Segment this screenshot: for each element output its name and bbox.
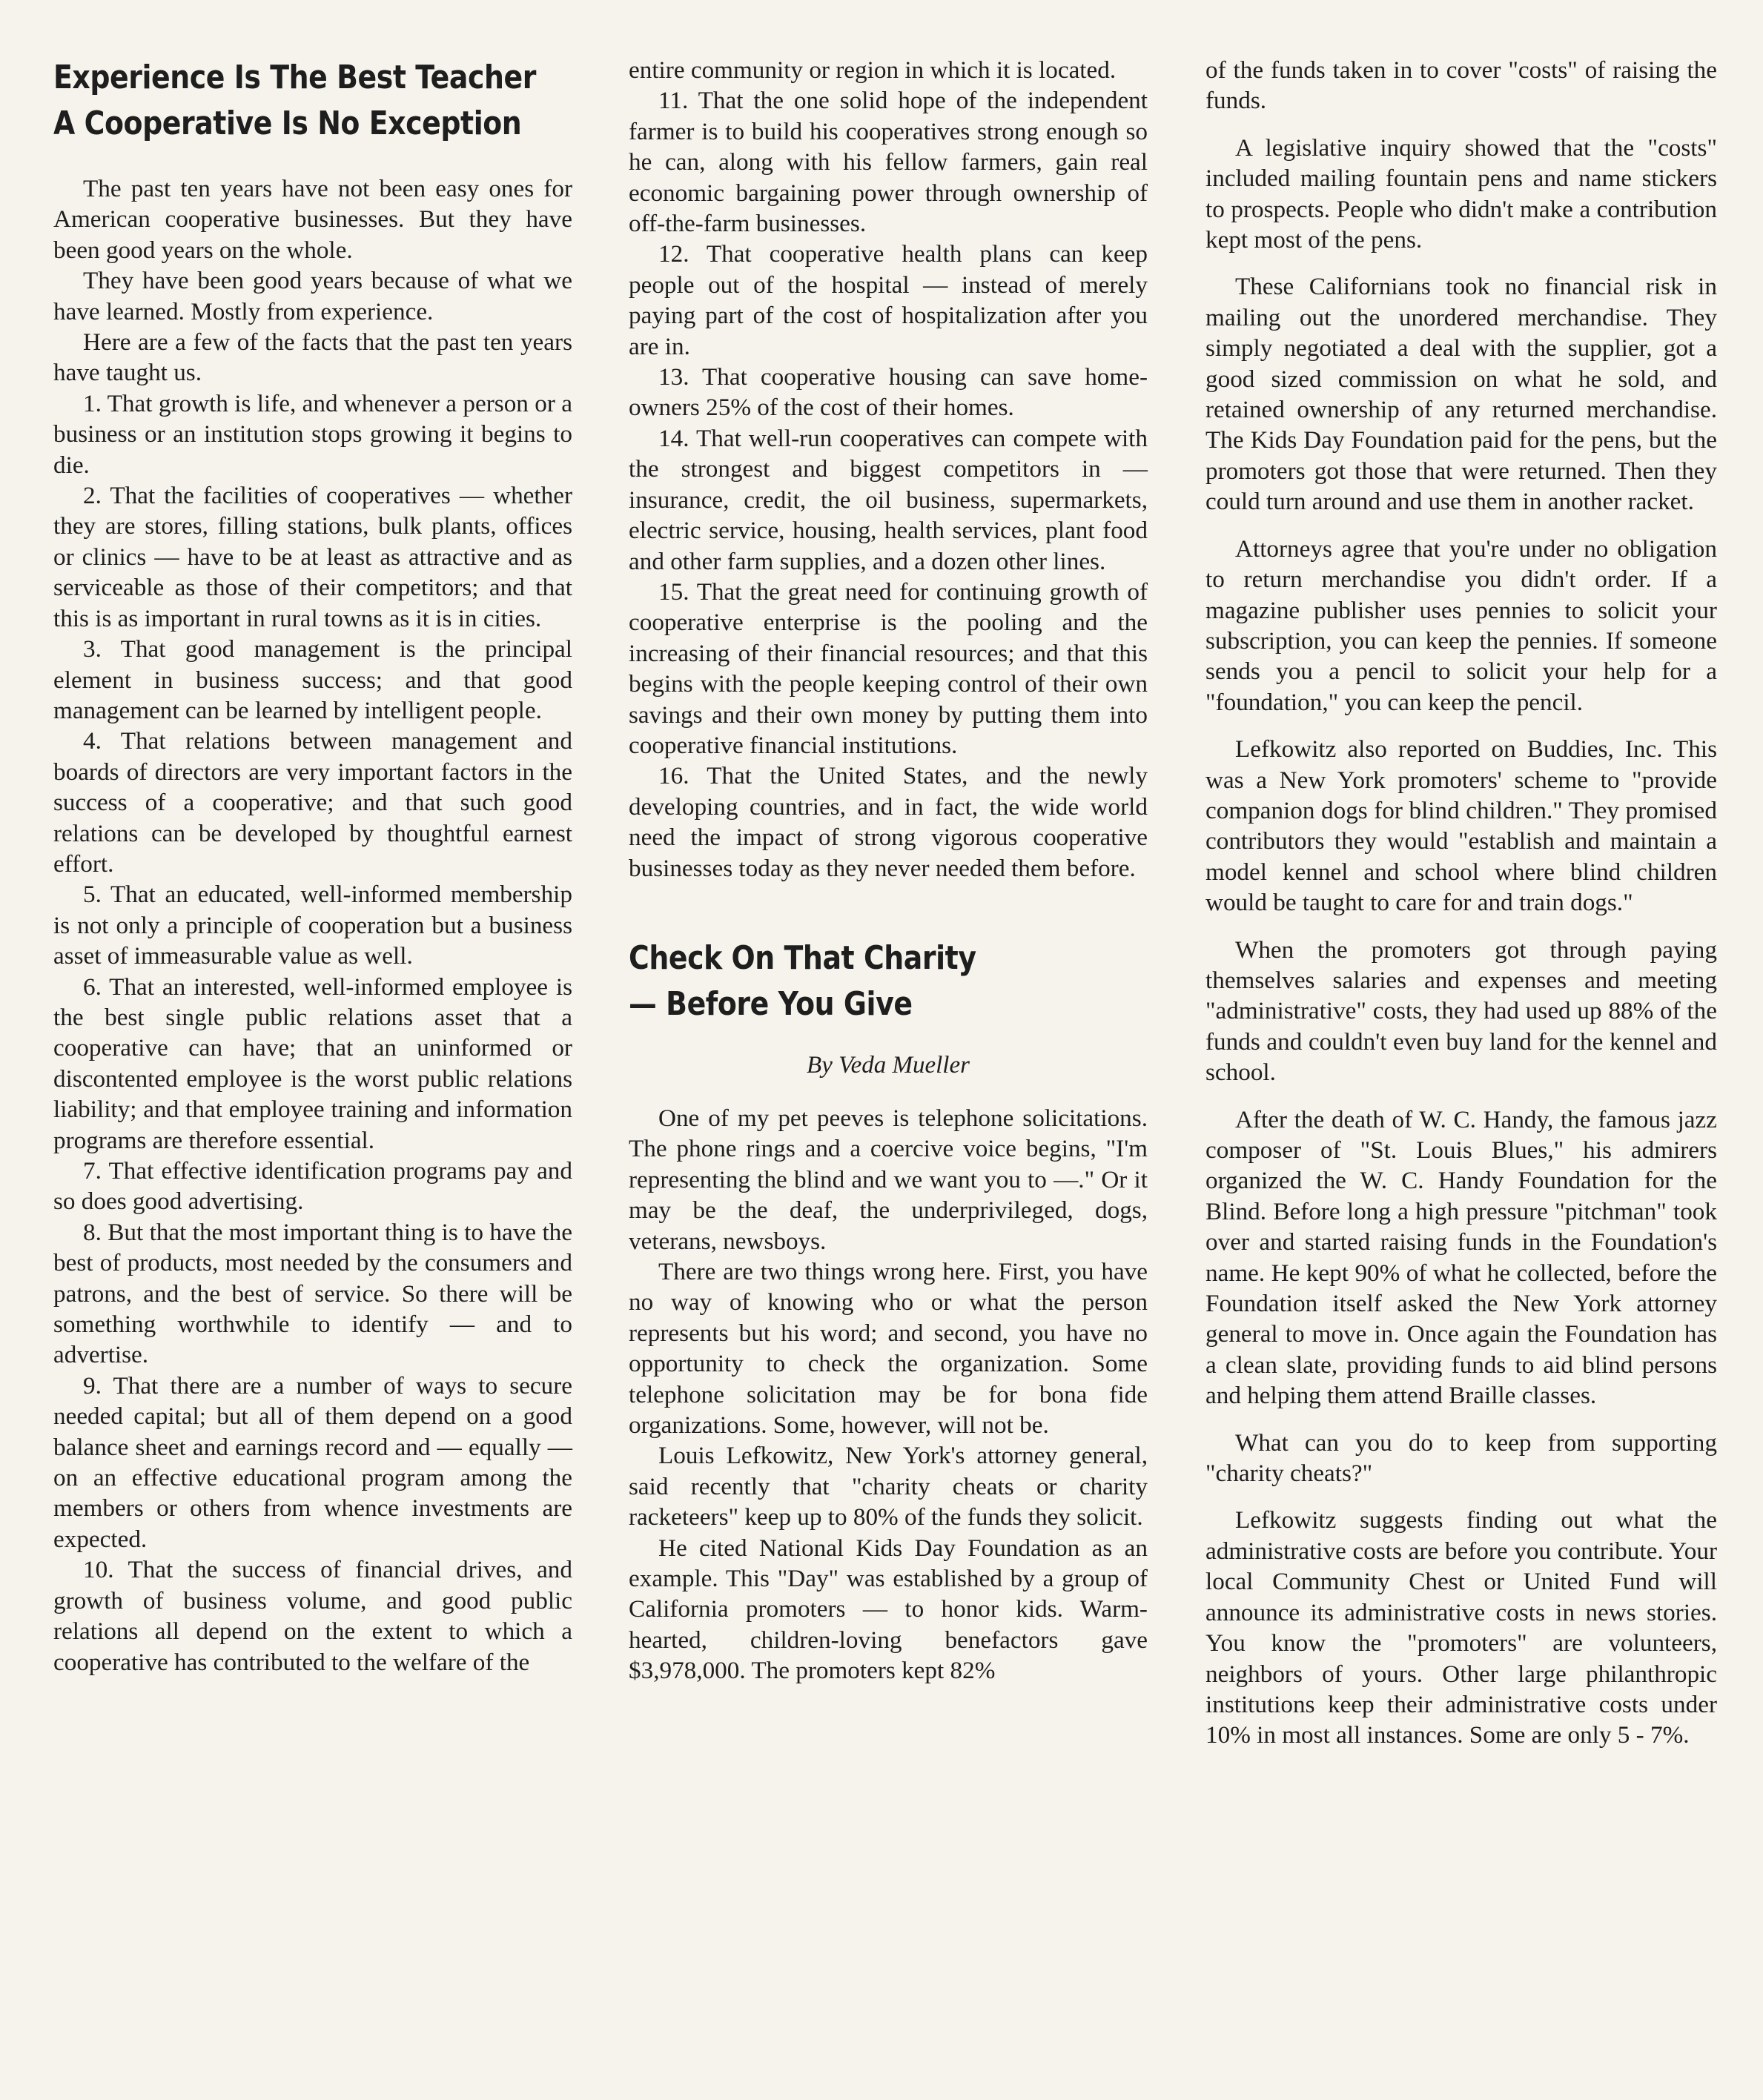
article-headline <box>629 935 1146 1027</box>
column-middle <box>629 55 1148 1686</box>
paragraph: They have been good years because of what we have learned. Mostly from experience. <box>53 267 572 325</box>
headline-line-1: Check On That Charity <box>629 938 976 977</box>
list-item: 13. That cooperative housing can save home-owners 25% of the cost of their homes. <box>629 363 1148 422</box>
article-body-continued <box>1205 55 1717 1751</box>
list-item: 1. That growth is life, and whenever a person or a business or an institution stops growing it begins to die. <box>53 389 572 479</box>
list-item: 11. That the one solid hope of the independent farmer is to build his cooperatives strong enough so he can, along with his fellow farmers, gain real economic bargaining power through ownership of off-the-farm businesses. <box>629 87 1148 238</box>
paragraph: Here are a few of the facts that the past ten years have taught us. <box>53 328 572 387</box>
list-item: 14. That well-run cooperatives can compete with the strongest and biggest competitors in — insurance, credit, the oil business, supermarkets, electric service, housing, health services, plant food and other farm supplies, and a dozen other lines. <box>629 424 1148 575</box>
paragraph: A legislative inquiry showed that the "costs" included mailing fountain pens and name stickers to prospects. People who didn't make a contribution kept most of the pens. <box>1205 133 1717 254</box>
list-item: 16. That the United States, and the newly developing countries, and in fact, the wide world need the impact of strong vigorous cooperative businesses today as they never needed them before. <box>629 762 1148 882</box>
list-item: 9. That there are a number of ways to secure needed capital; but all of them depend on a good balance sheet and earnings record and — equally — on an effective educational program among the members or others from whence investments are expected. <box>53 1371 572 1553</box>
list-item: 12. That cooperative health plans can keep people out of the hospital — instead of merely paying part of the cost of hospitalization after you are in. <box>629 240 1148 360</box>
headline-line-1: Experience Is The Best Teacher <box>53 59 536 96</box>
article-body <box>53 173 572 1677</box>
list-item: 5. That an educated, well-informed membership is not only a principle of cooperation but a business asset of immeasurable value as well. <box>53 881 572 970</box>
paragraph: Attorneys agree that you're under no obligation to return merchandise you didn't order. If a magazine publisher uses pennies to solicit your subscription, you can keep the pennies. If someone sends you a pencil to solicit your help for a "foundation," you can keep the pencil. <box>1205 534 1717 716</box>
list-item: 6. That an interested, well-informed employee is the best single public relations asset that a cooperative can have; that an uninformed or discontented employee is the worst public relations liability; and that employee training and information programs are therefore essential. <box>53 973 572 1154</box>
paragraph: He cited National Kids Day Foundation as an example. This "Day" was established by a group of California promoters — to honor kids. Warm-hearted, children-loving benefactors gave $3,978,000. The promoters kept 82% <box>629 1534 1148 1685</box>
headline-line-2: A Cooperative Is No Exception <box>53 105 522 142</box>
list-item: 3. That good management is the principal element in business success; and that good management can be learned by intelligent people. <box>53 635 572 724</box>
list-item: 2. That the facilities of cooperatives — whether they are stores, filling stations, bulk plants, offices or clinics — have to be at least as attractive and as serviceable as those of their competitors; and that this is as important in rural towns as it is in cities. <box>53 482 572 632</box>
list-item: 8. But that the most important thing is to have the best of products, most needed by the consumers and patrons, and the best of service. So there will be something worthwhile to identify — and to advertise. <box>53 1218 572 1369</box>
list-item: 7. That effective identification programs pay and so does good advertising. <box>53 1157 572 1216</box>
byline: By Veda Mueller <box>807 1051 970 1079</box>
paragraph: When the promoters got through paying themselves salaries and expenses and meeting "administrative" costs, they had used up 88% of the funds and couldn't even buy land for the kennel and school. <box>1205 935 1717 1087</box>
article-body-continued <box>629 55 1148 884</box>
paragraph: What can you do to keep from supporting "charity cheats?" <box>1205 1428 1717 1488</box>
paragraph: These Californians took no financial risk in mailing out the unordered merchandise. They simply negotiated a deal with the supplier, got a good sized commission on what he sold, and retained ownership of any returned merchandise. The Kids Day Foundation paid for the pens, but the promoters got those that were returned. Then they could turn around and use them in another racket. <box>1205 273 1717 516</box>
paragraph: Lefkowitz suggests finding out what the administrative costs are before you contribute. Your local Community Chest or United Fund will announce its administrative costs in news stories. You know the "promoters" are volunteers, neighbors of yours. Other large philanthropic institutions keep their administrative costs under 10% in most all instances. Some are only 5 - 7%. <box>1205 1506 1717 1749</box>
paragraph-continuation: of the funds taken in to cover "costs" of raising the funds. <box>1205 56 1717 115</box>
paragraph: One of my pet peeves is telephone solicitations. The phone rings and a coercive voice begins, "I'm representing the blind and we want you to —." Or it may be the deaf, the underprivileged, dogs, veterans, newsboys. <box>629 1104 1148 1255</box>
list-item: 4. That relations between management and boards of directors are very important factors in the success of a cooperative; and that such good relations can be developed by thoughtful earnest effort. <box>53 727 572 878</box>
list-item: 15. That the great need for continuing growth of cooperative enterprise is the pooling and the increasing of their financial resources; and that this begins with the people keeping control of their own savings and their own money by putting them into cooperative financial institutions. <box>629 577 1148 759</box>
headline-line-2: — Before You Give <box>629 984 913 1023</box>
paragraph-continuation: entire community or region in which it is located. <box>629 56 1117 84</box>
paragraph: There are two things wrong here. First, you have no way of knowing who or what the person represents but his word; and second, you have no opportunity to check the organization. Some telephone solicitation may be for bona fide organizations. Some, however, will not be. <box>629 1258 1148 1440</box>
paragraph: Louis Lefkowitz, New York's attorney general, said recently that "charity cheats or charity racketeers" keep up to 80% of the funds they solicit. <box>629 1442 1148 1531</box>
list-item: 10. That the success of financial drives, and growth of business volume, and good public relations all depend on the extent to which a cooperative has contributed to the welfare of the <box>53 1556 572 1676</box>
column-right <box>1205 55 1717 1751</box>
section-gap <box>629 884 1148 935</box>
article-body <box>629 1103 1148 1686</box>
paragraph: After the death of W. C. Handy, the famous jazz composer of "St. Louis Blues," his admirers organized the W. C. Handy Foundation for the Blind. Before long a high pressure "pitchman" took over and started raising funds in the Foundation's name. He kept 90% of what he collected, before the Foundation itself asked the New York attorney general to move in. Once again the Foundation has a clean slate, providing funds to aid blind persons and helping them attend Braille classes. <box>1205 1105 1717 1410</box>
paragraph: The past ten years have not been easy ones for American cooperative businesses. But they have been good years on the whole. <box>53 175 572 264</box>
paragraph: Lefkowitz also reported on Buddies, Inc. This was a New York promoters' scheme to "provide companion dogs for blind children." They promised contributors they would "establish and maintain a model kennel and school where blind children would be taught to care for and train dogs." <box>1205 735 1717 917</box>
article-headline <box>53 55 571 147</box>
column-left <box>53 55 572 1677</box>
